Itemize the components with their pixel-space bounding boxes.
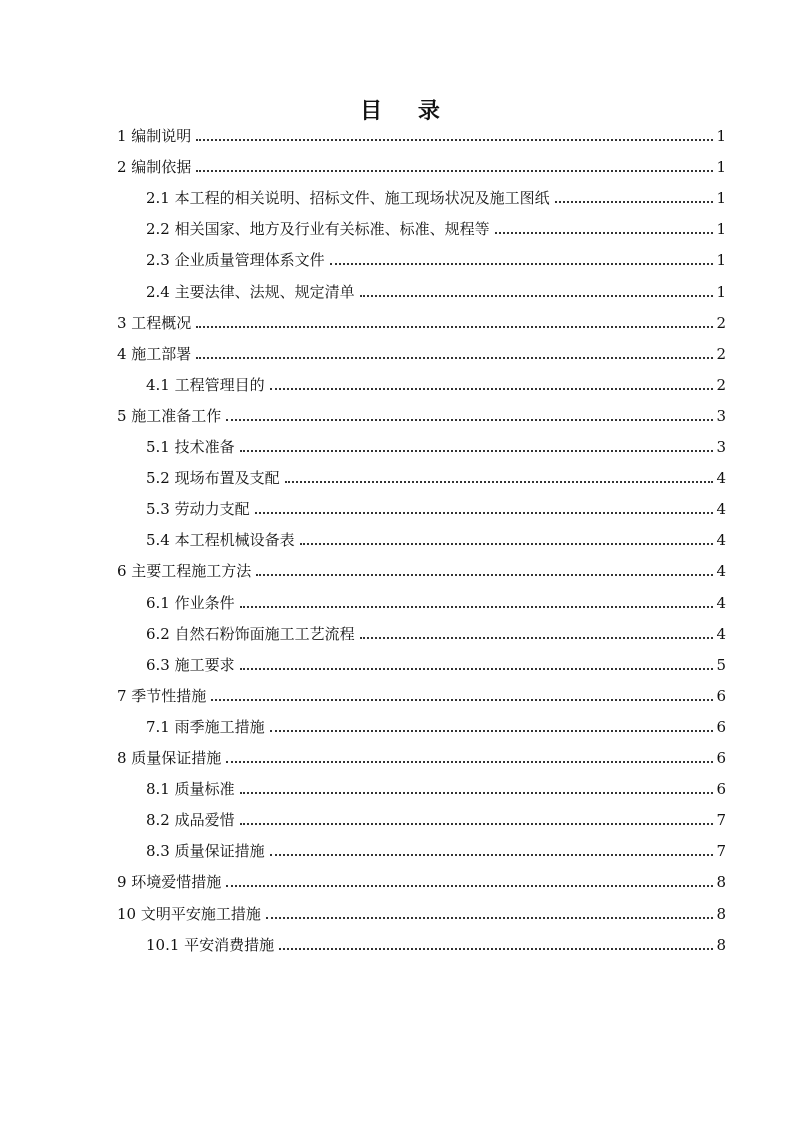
toc-entry[interactable] <box>117 153 726 177</box>
toc-entry-page-number: 4 <box>716 531 726 550</box>
toc-dot-leader <box>555 200 713 203</box>
toc-dot-leader <box>279 947 713 950</box>
toc-dot-leader <box>270 853 713 856</box>
toc-dot-leader <box>255 511 713 514</box>
toc-title: 目 录 <box>360 98 454 124</box>
toc-entry-page-number: 4 <box>716 593 726 612</box>
toc-dot-leader <box>240 791 713 794</box>
toc-entry-page-number: 3 <box>716 438 726 456</box>
toc-entry-page-number: 1 <box>716 282 726 301</box>
toc-entry-page-number: 6 <box>716 717 726 736</box>
toc-dot-leader <box>240 449 713 452</box>
toc-dot-leader <box>330 262 713 265</box>
toc-entry[interactable] <box>117 402 726 426</box>
toc-entry[interactable] <box>146 526 726 550</box>
toc-entry[interactable] <box>146 806 726 830</box>
toc-entry[interactable] <box>117 557 726 581</box>
toc-entry[interactable] <box>146 775 726 799</box>
toc-entry-label: 6.1 作业条件 <box>146 593 235 612</box>
toc-entry-page-number: 1 <box>716 127 726 145</box>
toc-dot-leader <box>196 325 713 328</box>
toc-entry-label: 2.1 本工程的相关说明、招标文件、施工现场状况及施工图纸 <box>146 189 550 208</box>
toc-dot-leader <box>196 169 713 172</box>
toc-entry-label: 6.2 自然石粉饰面施工工艺流程 <box>146 624 355 643</box>
toc-entry[interactable] <box>146 278 726 302</box>
toc-entry-label: 8.1 质量标准 <box>146 780 235 799</box>
toc-entry-label: 7.1 雨季施工措施 <box>146 717 265 736</box>
toc-entry-page-number: 8 <box>716 904 726 923</box>
toc-entry[interactable] <box>146 464 726 488</box>
toc-dot-leader <box>240 822 713 825</box>
toc-dot-leader <box>285 480 713 483</box>
toc-entry[interactable] <box>117 122 726 146</box>
toc-entry-label: 2 编制依据 <box>117 158 192 177</box>
toc-entry-page-number: 1 <box>716 220 726 239</box>
toc-entry-page-number: 4 <box>716 469 726 488</box>
toc-entry-label: 5.4 本工程机械设备表 <box>146 531 295 550</box>
toc-dot-leader <box>360 636 713 639</box>
toc-entry[interactable] <box>146 651 726 675</box>
toc-entry-page-number: 1 <box>716 158 726 177</box>
toc-entry-page-number: 8 <box>716 873 726 892</box>
toc-dot-leader <box>196 138 713 141</box>
toc-entry[interactable] <box>146 215 726 239</box>
toc-entry[interactable] <box>117 682 726 706</box>
toc-entry-label: 5.2 现场布置及支配 <box>146 469 280 488</box>
toc-entry-page-number: 1 <box>716 189 726 208</box>
toc-entry-page-number: 4 <box>716 500 726 519</box>
toc-entry-label: 7 季节性措施 <box>117 686 207 705</box>
toc-entry-page-number: 6 <box>716 780 726 799</box>
toc-entry-label: 8 质量保证措施 <box>117 749 222 767</box>
toc-entry[interactable] <box>117 868 726 892</box>
toc-entry-page-number: 3 <box>716 406 726 425</box>
toc-entry-page-number: 5 <box>716 655 726 674</box>
toc-entry-label: 3 工程概况 <box>117 313 192 332</box>
toc-entry[interactable] <box>146 620 726 644</box>
toc-dot-leader <box>226 884 713 887</box>
toc-dot-leader <box>270 387 713 390</box>
toc-entry-label: 1 编制说明 <box>117 127 192 145</box>
toc-entry-label: 5 施工准备工作 <box>117 406 222 425</box>
toc-entry[interactable] <box>117 340 726 364</box>
toc-entry[interactable] <box>146 246 726 270</box>
toc-entry[interactable] <box>146 713 726 737</box>
toc-entry-page-number: 4 <box>716 624 726 643</box>
toc-entry-label: 2.2 相关国家、地方及行业有关标准、标准、规程等 <box>146 220 490 239</box>
toc-entry-page-number: 8 <box>716 935 726 954</box>
toc-dot-leader <box>360 294 713 297</box>
toc-entry[interactable] <box>146 433 726 457</box>
toc-entry[interactable] <box>146 837 726 861</box>
toc-entry-label: 10 文明平安施工措施 <box>117 904 261 923</box>
toc-entry-page-number: 2 <box>716 313 726 332</box>
toc-entry-label: 8.2 成品爱惜 <box>146 811 235 830</box>
toc-entry-page-number: 4 <box>716 562 726 581</box>
toc-dot-leader <box>240 605 713 608</box>
toc-entry[interactable] <box>146 371 726 395</box>
toc-entry-page-number: 6 <box>716 686 726 705</box>
toc-dot-leader <box>495 231 713 234</box>
toc-entry-label: 4.1 工程管理目的 <box>146 375 265 394</box>
toc-entry-label: 2.3 企业质量管理体系文件 <box>146 251 325 270</box>
toc-entry[interactable] <box>146 495 726 519</box>
toc-entry-label: 10.1 平安消费措施 <box>146 935 275 954</box>
toc-entry-page-number: 1 <box>716 251 726 270</box>
toc-entry[interactable] <box>117 900 726 924</box>
toc-dot-leader <box>240 667 713 670</box>
toc-dot-leader <box>226 760 713 763</box>
toc-entry[interactable] <box>146 184 726 208</box>
toc-dot-leader <box>211 698 713 701</box>
toc-entry-label: 4 施工部署 <box>117 344 192 363</box>
toc-entry-page-number: 7 <box>716 842 726 861</box>
toc-dot-leader <box>196 356 713 359</box>
toc-entry[interactable] <box>146 931 726 955</box>
toc-entry-label: 6 主要工程施工方法 <box>117 562 252 581</box>
toc-entry[interactable] <box>117 744 726 768</box>
toc-entry[interactable] <box>146 589 726 613</box>
toc-entry-page-number: 7 <box>716 811 726 830</box>
toc-dot-leader <box>226 418 713 421</box>
toc-entry-page-number: 6 <box>716 749 726 767</box>
toc-entry-label: 8.3 质量保证措施 <box>146 842 265 861</box>
toc-entry-label: 6.3 施工要求 <box>146 655 235 674</box>
toc-entry-label: 9 环境爱惜措施 <box>117 873 222 892</box>
toc-entry-page-number: 2 <box>716 344 726 363</box>
toc-dot-leader <box>300 542 713 545</box>
toc-dot-leader <box>270 729 713 732</box>
toc-entry-label: 5.1 技术准备 <box>146 438 235 456</box>
toc-entry-page-number: 2 <box>716 375 726 394</box>
toc-dot-leader <box>266 916 713 919</box>
toc-entry[interactable] <box>117 309 726 333</box>
toc-dot-leader <box>256 573 713 576</box>
toc-entry-label: 5.3 劳动力支配 <box>146 500 250 519</box>
toc-entry-label: 2.4 主要法律、法规、规定清单 <box>146 282 355 301</box>
